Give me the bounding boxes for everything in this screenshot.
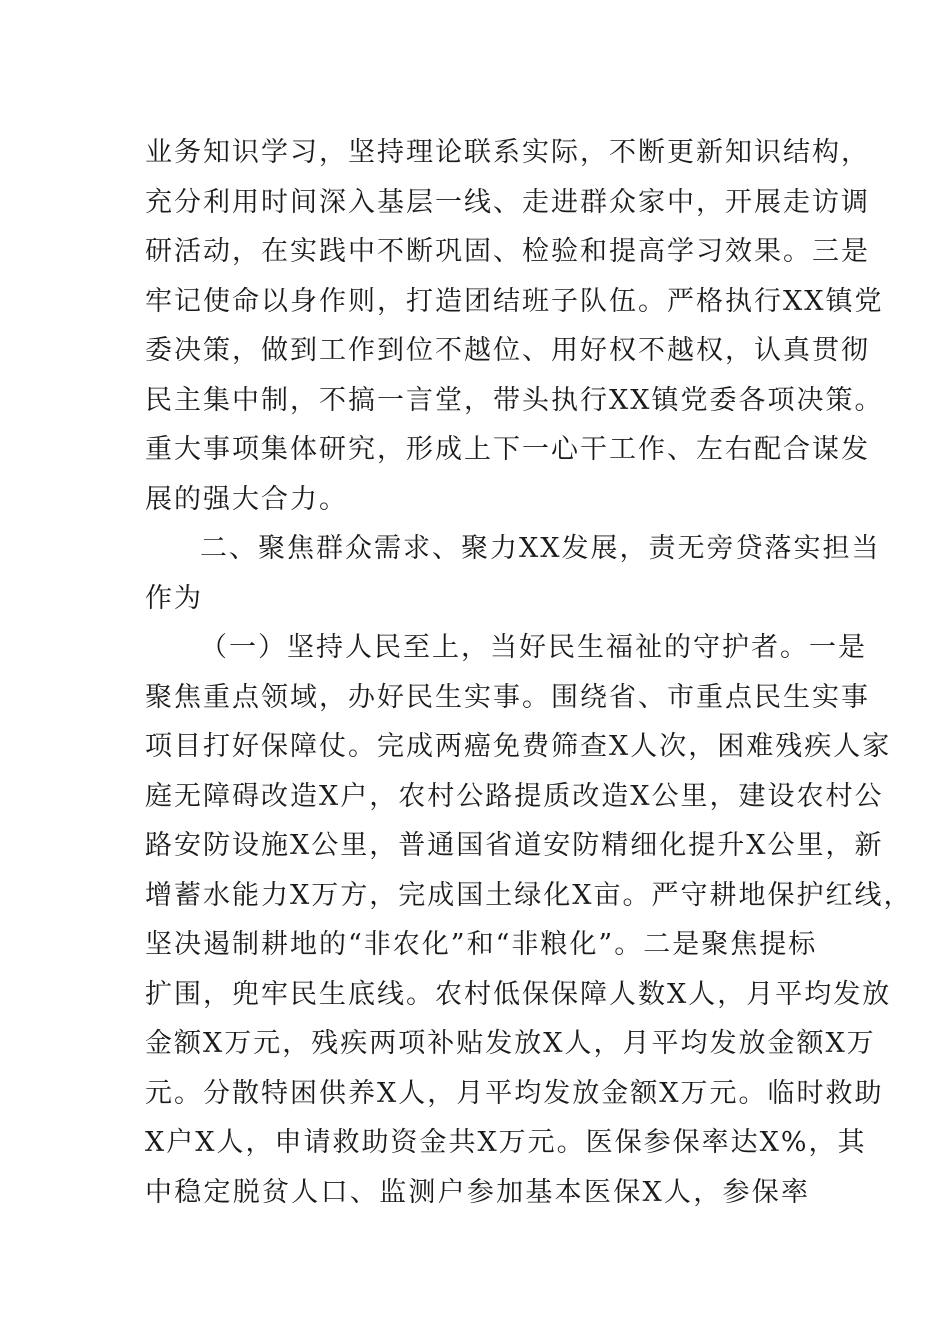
body-line: 中稳定脱贫人口、监测户参加基本医保X人，参保率 (145, 1176, 810, 1208)
body-line: 民主集中制，不搞一言堂，带头执行XX镇党委各项决策。 (145, 384, 884, 416)
section-heading-line: 二、聚焦群众需求、聚力XX发展，责无旁贷落实担当 (200, 533, 881, 564)
body-line: 坚决遏制耕地的“非农化”和“非粮化”。二是聚焦提标 (145, 929, 818, 960)
body-line: 充分利用时间深入基层一线、走进群众家中，开展走访调 (145, 186, 870, 218)
body-line: 业务知识学习，坚持理论联系实际，不断更新知识结构， (145, 137, 870, 168)
body-line: 研活动，在实践中不断巩固、检验和提高学习效果。三是 (145, 236, 870, 267)
body-line: 扩围，兜牢民生底线。农村低保保障人数X人，月平均发放 (145, 978, 892, 1010)
body-line: 聚焦重点领域，办好民生实事。围绕省、市重点民生实事 (145, 681, 870, 713)
body-line: X户X人，申请救助资金共X万元。医保参保率达X%，其 (145, 1127, 867, 1158)
body-line: 项目打好保障仗。完成两癌免费筛查X人次，困难残疾人家 (145, 731, 892, 762)
body-line: 元。分散特困供养X人，月平均发放金额X万元。临时救助 (145, 1077, 884, 1109)
subsection-heading-line: （一）坚持人民至上，当好民生福祉的守护者。一是 (200, 632, 867, 663)
body-line: 庭无障碍改造X户，农村公路提质改造X公里，建设农村公 (145, 780, 884, 812)
body-line: 路安防设施X公里，普通国省道安防精细化提升X公里，新 (145, 830, 884, 861)
body-line: 展的强大合力。 (145, 483, 348, 515)
body-line: 重大事项集体研究，形成上下一心干工作、左右配合谋发 (145, 434, 870, 465)
body-line: 牢记使命以身作则，打造团结班子队伍。严格执行XX镇党 (145, 285, 884, 317)
body-line: 委决策，做到工作到位不越位、用好权不越权，认真贯彻 (145, 335, 870, 366)
section-heading-line: 作为 (145, 582, 203, 614)
body-line: 增蓄水能力X万方，完成国土绿化X亩。严守耕地保护红线， (145, 879, 913, 911)
body-line: 金额X万元，残疾两项补贴发放X人，月平均发放金额X万 (145, 1028, 876, 1059)
document-body (145, 128, 913, 1217)
